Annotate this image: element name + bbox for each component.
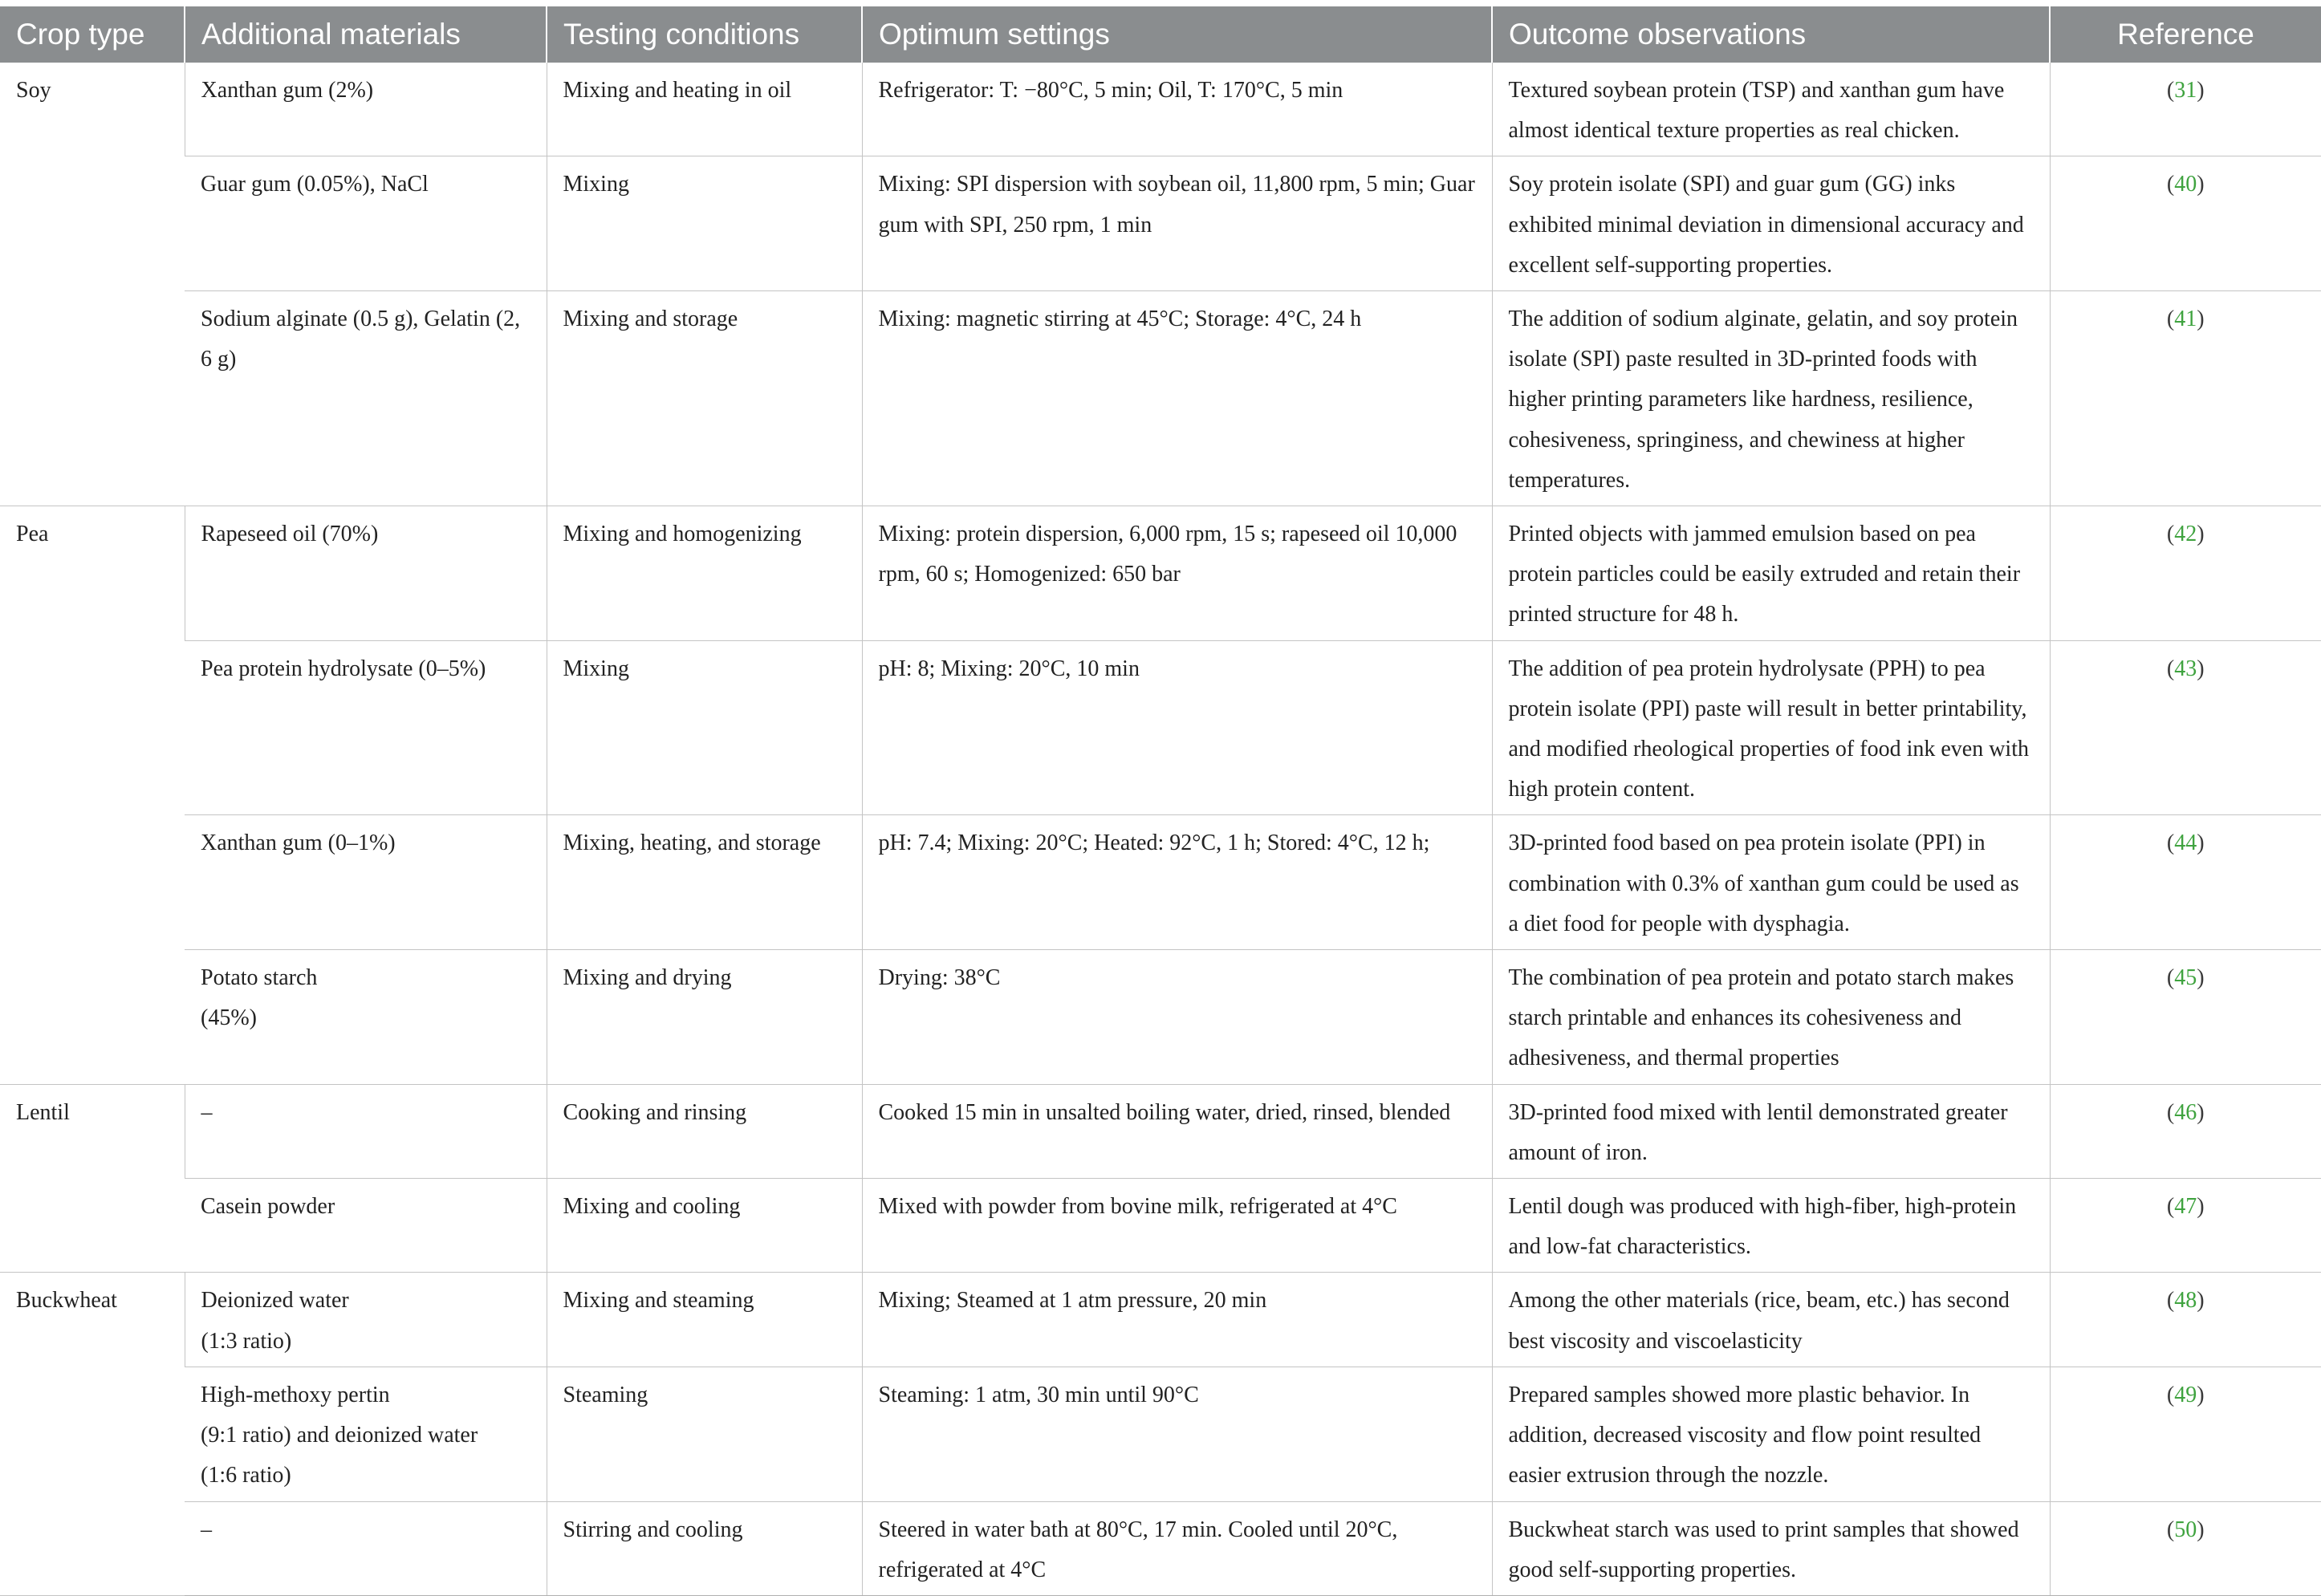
optimum-settings-cell: Mixing: magnetic stirring at 45°C; Storage: 4°C, 24 h [862,291,1492,506]
testing-conditions-cell: Stirring and cooling [547,1501,862,1595]
testing-conditions-cell: Mixing [547,156,862,291]
reference-link[interactable]: 48 [2174,1288,2197,1314]
header-optimum-settings: Optimum settings [862,6,1492,63]
header-row [0,6,2321,63]
outcome-observations-cell: Soy protein isolate (SPI) and guar gum (GG) inks exhibited minimal deviation in dimensional accuracy and excellent self-supporting properties. [1492,156,2050,291]
table-row [0,506,2321,641]
crop-type-cell: Pea [0,506,185,1085]
data-table [0,6,2321,1596]
reference-link[interactable]: 45 [2174,965,2197,991]
optimum-settings-cell: Mixing: protein dispersion, 6,000 rpm, 15 s; rapeseed oil 10,000 rpm, 60 s; Homogenized: 650 bar [862,506,1492,641]
additional-materials-cell: Deionized water (1:3 ratio) [185,1273,547,1367]
reference-cell: (31) [2050,63,2321,156]
reference-link[interactable]: 42 [2174,522,2197,547]
reference-link[interactable]: 40 [2174,172,2197,197]
testing-conditions-cell: Mixing and storage [547,291,862,506]
testing-conditions-cell: Mixing and homogenizing [547,506,862,641]
reference-cell: (45) [2050,950,2321,1085]
table-row [0,1273,2321,1367]
optimum-settings-cell: Drying: 38°C [862,950,1492,1085]
reference-cell: (48) [2050,1273,2321,1367]
additional-materials-cell: Guar gum (0.05%), NaCl [185,156,547,291]
optimum-settings-cell: Steaming: 1 atm, 30 min until 90°C [862,1367,1492,1501]
table-row [0,63,2321,156]
reference-cell: (47) [2050,1179,2321,1273]
table-row [0,950,2321,1085]
reference-cell: (42) [2050,506,2321,641]
optimum-settings-cell: Mixed with powder from bovine milk, refrigerated at 4°C [862,1179,1492,1273]
outcome-observations-cell: Among the other materials (rice, beam, etc.) has second best viscosity and viscoelasticity [1492,1273,2050,1367]
additional-materials-cell: Xanthan gum (2%) [185,63,547,156]
header-outcome-observations: Outcome observations [1492,6,2050,63]
testing-conditions-cell: Mixing [547,640,862,815]
outcome-observations-cell: Prepared samples showed more plastic behavior. In addition, decreased viscosity and flow point resulted easier extrusion through the nozzle. [1492,1367,2050,1501]
outcome-observations-cell: Lentil dough was produced with high-fiber, high-protein and low-fat characteristics. [1492,1179,2050,1273]
header-testing-conditions: Testing conditions [547,6,862,63]
optimum-settings-cell: pH: 7.4; Mixing: 20°C; Heated: 92°C, 1 h; Stored: 4°C, 12 h; [862,815,1492,950]
testing-conditions-cell: Mixing and steaming [547,1273,862,1367]
testing-conditions-cell: Mixing and drying [547,950,862,1085]
reference-cell: (44) [2050,815,2321,950]
table-row [0,815,2321,950]
outcome-observations-cell: The combination of pea protein and potato starch makes starch printable and enhances its cohesiveness and adhesiveness, and thermal properties [1492,950,2050,1085]
table-row [0,640,2321,815]
outcome-observations-cell: Printed objects with jammed emulsion based on pea protein particles could be easily extruded and retain their printed structure for 48 h. [1492,506,2050,641]
table-row [0,156,2321,291]
additional-materials-cell: Pea protein hydrolysate (0–5%) [185,640,547,815]
additional-materials-cell: Casein powder [185,1179,547,1273]
optimum-settings-cell: Steered in water bath at 80°C, 17 min. Cooled until 20°C, refrigerated at 4°C [862,1501,1492,1595]
outcome-observations-cell: Textured soybean protein (TSP) and xanthan gum have almost identical texture properties as real chicken. [1492,63,2050,156]
optimum-settings-cell: Mixing; Steamed at 1 atm pressure, 20 min [862,1273,1492,1367]
outcome-observations-cell: 3D-printed food based on pea protein isolate (PPI) in combination with 0.3% of xanthan gum could be used as a diet food for people with dysphagia. [1492,815,2050,950]
reference-cell: (50) [2050,1501,2321,1595]
reference-link[interactable]: 50 [2174,1517,2197,1542]
additional-materials-cell: – [185,1501,547,1595]
outcome-observations-cell: Buckwheat starch was used to print samples that showed good self-supporting properties. [1492,1501,2050,1595]
testing-conditions-cell: Mixing and cooling [547,1179,862,1273]
table-row [0,1084,2321,1178]
reference-cell: (43) [2050,640,2321,815]
reference-link[interactable]: 49 [2174,1382,2197,1407]
crop-type-cell: Soy [0,63,185,506]
reference-link[interactable]: 31 [2174,78,2197,103]
header-additional-materials: Additional materials [185,6,547,63]
outcome-observations-cell: 3D-printed food mixed with lentil demonstrated greater amount of iron. [1492,1084,2050,1178]
header-reference: Reference [2050,6,2321,63]
reference-link[interactable]: 46 [2174,1099,2197,1125]
table-row [0,1367,2321,1501]
optimum-settings-cell: Mixing: SPI dispersion with soybean oil, 11,800 rpm, 5 min; Guar gum with SPI, 250 rpm, 1 min [862,156,1492,291]
table-body [0,63,2321,1595]
crop-type-cell: Buckwheat [0,1273,185,1595]
reference-link[interactable]: 41 [2174,307,2197,332]
additional-materials-cell: Xanthan gum (0–1%) [185,815,547,950]
optimum-settings-cell: Cooked 15 min in unsalted boiling water, dried, rinsed, blended [862,1084,1492,1178]
table-row [0,1179,2321,1273]
additional-materials-cell: Sodium alginate (0.5 g), Gelatin (2, 6 g) [185,291,547,506]
testing-conditions-cell: Mixing and heating in oil [547,63,862,156]
reference-cell: (40) [2050,156,2321,291]
reference-link[interactable]: 47 [2174,1194,2197,1220]
outcome-observations-cell: The addition of sodium alginate, gelatin, and soy protein isolate (SPI) paste resulted in 3D-printed foods with higher printing parameters like hardness, resilience, cohesiveness, springiness, and chewiness at higher temperatures. [1492,291,2050,506]
crop-type-cell: Lentil [0,1084,185,1273]
testing-conditions-cell: Mixing, heating, and storage [547,815,862,950]
additional-materials-cell: High-methoxy pertin (9:1 ratio) and deionized water (1:6 ratio) [185,1367,547,1501]
optimum-settings-cell: pH: 8; Mixing: 20°C, 10 min [862,640,1492,815]
outcome-observations-cell: The addition of pea protein hydrolysate (PPH) to pea protein isolate (PPI) paste will result in better printability, and modified rheological properties of food ink even with high protein content. [1492,640,2050,815]
reference-link[interactable]: 43 [2174,656,2197,681]
reference-cell: (46) [2050,1084,2321,1178]
reference-cell: (41) [2050,291,2321,506]
testing-conditions-cell: Steaming [547,1367,862,1501]
header-crop-type: Crop type [0,6,185,63]
additional-materials-cell: Potato starch (45%) [185,950,547,1085]
table-header [0,6,2321,63]
optimum-settings-cell: Refrigerator: T: −80°C, 5 min; Oil, T: 170°C, 5 min [862,63,1492,156]
table-row [0,1501,2321,1595]
testing-conditions-cell: Cooking and rinsing [547,1084,862,1178]
additional-materials-cell: – [185,1084,547,1178]
reference-cell: (49) [2050,1367,2321,1501]
additional-materials-cell: Rapeseed oil (70%) [185,506,547,641]
table-row [0,291,2321,506]
reference-link[interactable]: 44 [2174,830,2197,856]
